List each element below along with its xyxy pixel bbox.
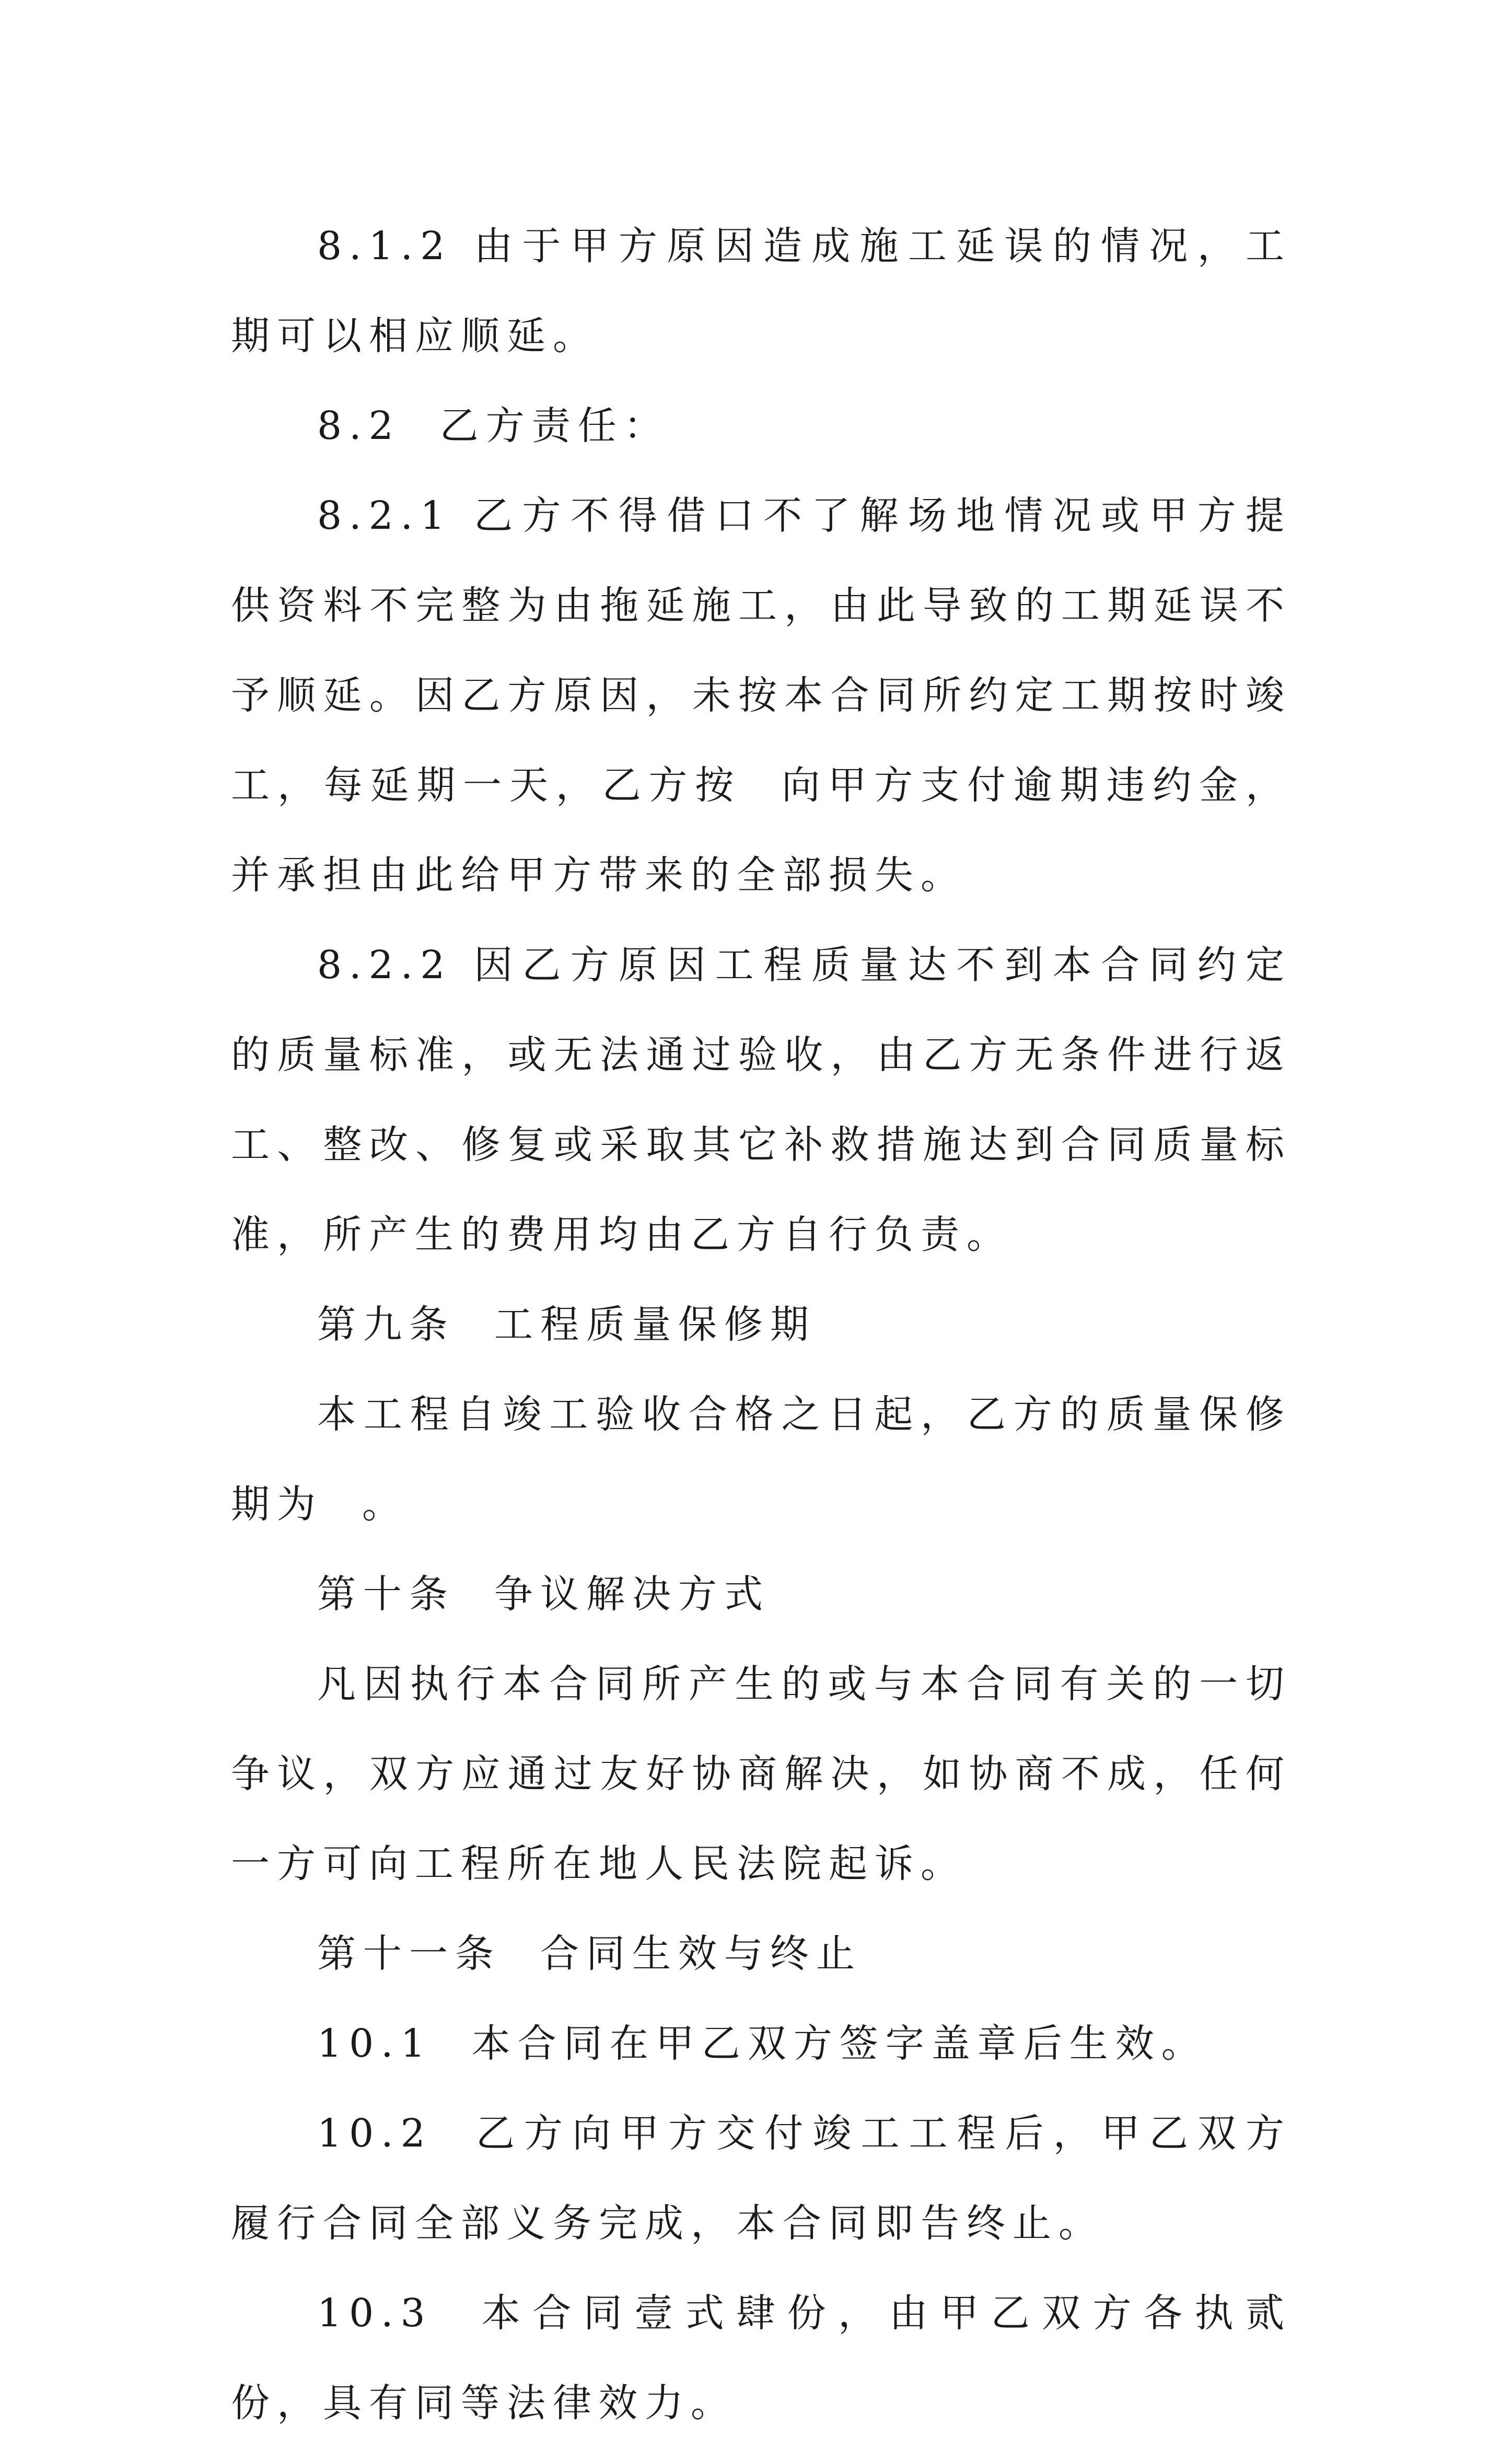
clause-8-1-2: 8.1.2 由于甲方原因造成施工延误的情况，工期可以相应顺延。	[231, 224, 1292, 358]
clause-10-3: 10.3 本合同壹式肆份，由甲乙双方各执贰份，具有同等法律效力。	[231, 2291, 1292, 2426]
article-10-heading: 第十条 争议解决方式	[317, 1572, 771, 1617]
article-10-text: 凡因执行本合同所产生的或与本合同有关的一切争议，双方应通过友好协商解决，如协商不成，任何一方可向工程所在地人民法院起诉。	[231, 1662, 1292, 1886]
article-9-heading: 第九条 工程质量保修期	[317, 1302, 817, 1347]
clause-10-2: 10.2 乙方向甲方交付竣工工程后，甲乙双方履行合同全部义务完成，本合同即告终止。	[231, 2111, 1292, 2246]
clause-8-2-1: 8.2.1 乙方不得借口不了解场地情况或甲方提供资料不完整为由拖延施工，由此导致的工期延误不予顺延。因乙方原因，未按本合同所约定工期按时竣工，每延期一天，乙方按 向甲方支付逾期违约金，并承担由此给甲方带来的全部损失。	[231, 493, 1292, 898]
article-11-heading: 第十一条 合同生效与终止	[317, 1931, 863, 1976]
article-9-text: 本工程自竣工验收合格之日起，乙方的质量保修期为 。	[231, 1392, 1292, 1527]
clause-8-2-2: 8.2.2 因乙方原因工程质量达不到本合同约定的质量标准，或无法通过验收，由乙方无条件进行返工、整改、修复或采取其它补救措施达到合同质量标准，所产生的费用均由乙方自行负责。	[231, 943, 1292, 1257]
clause-8-2-heading: 8.2 乙方责任：	[317, 403, 670, 448]
clause-10-1: 10.1 本合同在甲乙双方签字盖章后生效。	[317, 2021, 1207, 2066]
contract-body	[231, 201, 1292, 2448]
